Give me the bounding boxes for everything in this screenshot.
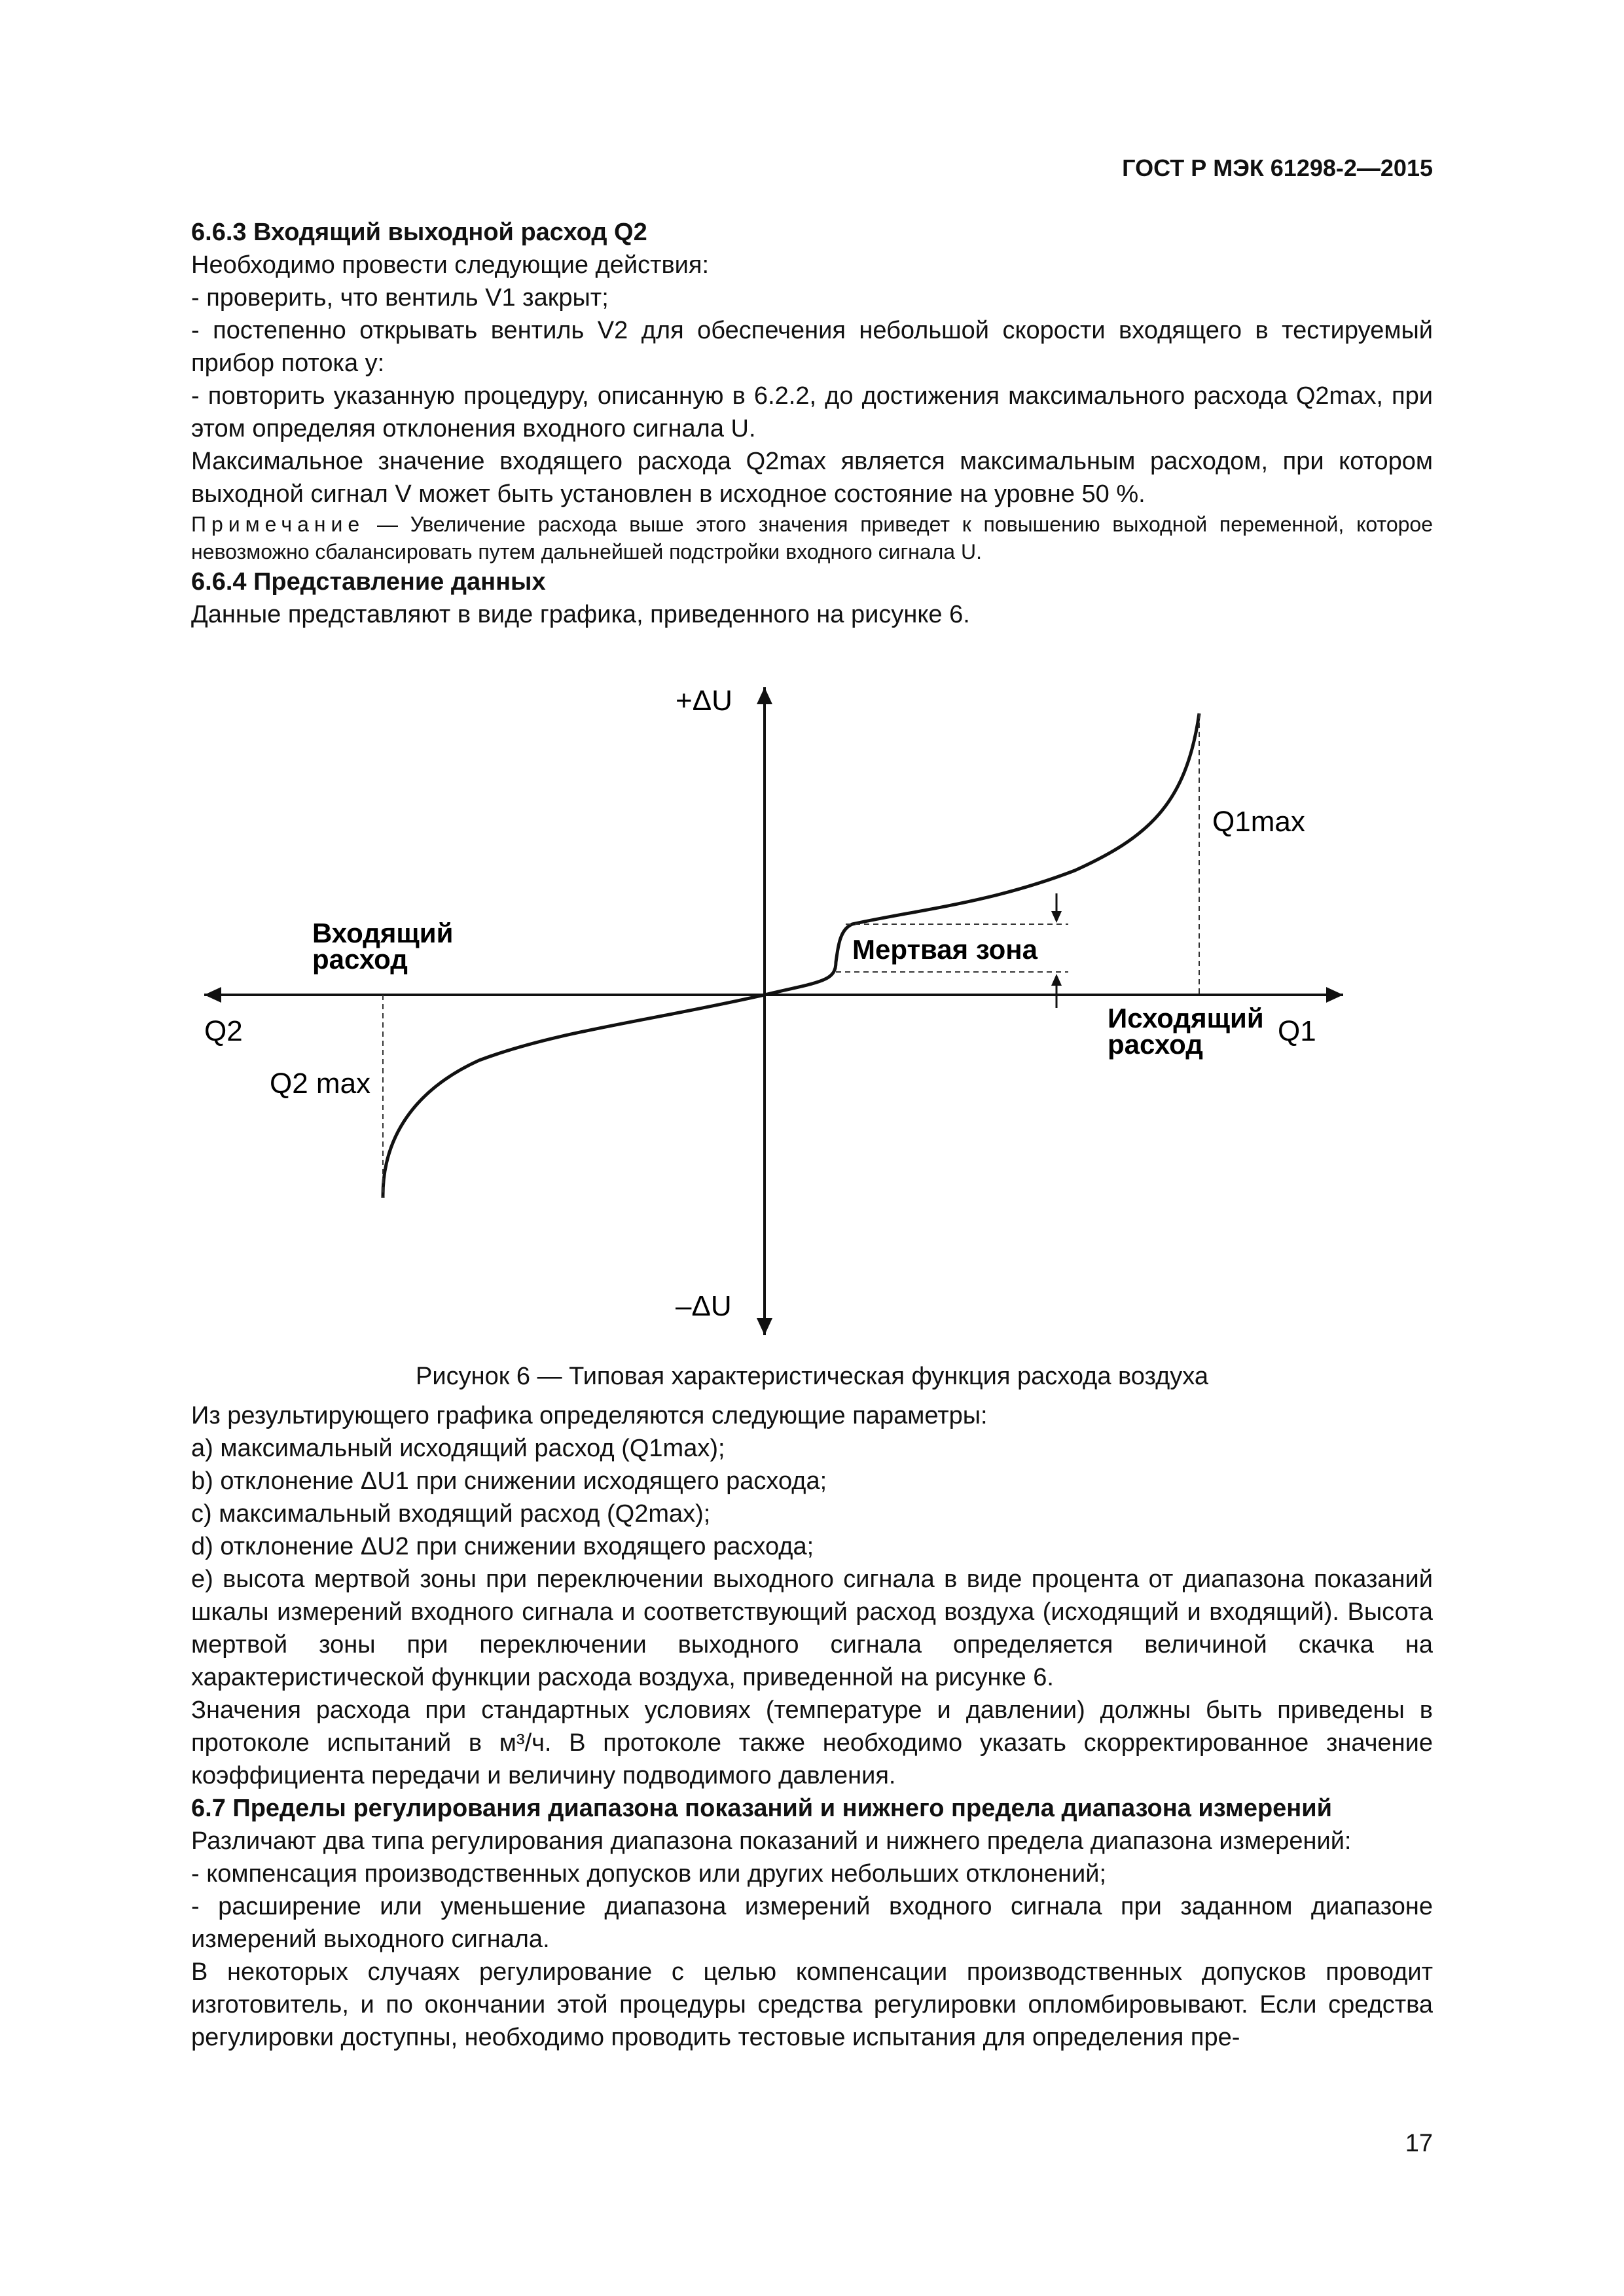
document-header: ГОСТ Р МЭК 61298-2—2015 xyxy=(1122,154,1433,181)
section-663-note xyxy=(191,511,1433,565)
parameter-item: e) высота мертвой зоны при переключении выходного сигнала в виде процента от диапазона показаний шкалы измерений входного сигнала и соответствующий расход воздуха (исходящий и входящий). Высота мертвой зоны при переключении выходного сигнала определяется величиной скачка на характеристической функции расхода воздуха, приведенной на рисунке 6. xyxy=(191,1566,1433,1691)
label-minus-delta-u: –ΔU xyxy=(676,1290,732,1322)
parameter-item: a) максимальный исходящий расход (Q1max); xyxy=(191,1435,725,1462)
axis-arrow-left xyxy=(204,987,221,1003)
label-outgoing-line2: расход xyxy=(1108,1029,1203,1060)
label-dead-zone: Мертвая зона xyxy=(852,934,1038,965)
section-663-item: - постепенно открывать вентиль V2 для обеспечения небольшой скорости входящего в тестируемый прибор потока y: xyxy=(191,317,1433,377)
label-incoming-line1: Входящий xyxy=(312,918,454,948)
note-label: Примечание xyxy=(191,512,365,536)
parameter-item: c) максимальный входящий расход (Q2max); xyxy=(191,1500,711,1528)
upper-text xyxy=(191,216,1433,631)
section-663-title: 6.6.3 Входящий выходной расход Q2 xyxy=(191,219,647,246)
after-figure-intro: Из результирующего графика определяются следующие параметры: xyxy=(191,1402,988,1429)
section-67-title: 6.7 Пределы регулирования диапазона показаний и нижнего предела диапазона измерений xyxy=(191,1795,1332,1822)
section-663-item: - проверить, что вентиль V1 закрыт; xyxy=(191,284,609,312)
axis-arrow-right xyxy=(1326,987,1343,1003)
figure-6 xyxy=(191,674,1356,1355)
section-67-paragraph: В некоторых случаях регулирование с целью компенсации производственных допусков проводит изготовитель, и по окончании этой процедуры средства регулировки опломбировывают. Если средства регулировки доступны, необходимо проводить тестовые испытания для определения пре- xyxy=(191,1958,1433,2051)
after-figure-paragraph: Значения расхода при стандартных условиях (температуре и давлении) должны быть приведены в протоколе испытаний в м³/ч. В протоколе также необходимо указать скорректированное значение коэффициента передачи и величину подводимого давления. xyxy=(191,1696,1433,1789)
dead-zone-arrow-top xyxy=(1051,911,1062,923)
flow-characteristic-diagram xyxy=(191,674,1356,1355)
flow-characteristic-curve xyxy=(383,713,1199,1198)
section-663-paragraph: Максимальное значение входящего расхода Q2max является максимальным расходом, при котором выходной сигнал V может быть установлен в исходное состояние на уровне 50 %. xyxy=(191,448,1433,508)
section-663-item: - повторить указанную процедуру, описанную в 6.2.2, до достижения максимального расхода Q2max, при этом определяя отклонения входного сигнала U. xyxy=(191,382,1433,442)
page-number: 17 xyxy=(1405,2130,1433,2157)
label-q2: Q2 xyxy=(204,1015,243,1047)
section-67-intro: Различают два типа регулирования диапазона показаний и нижнего предела диапазона измерений: xyxy=(191,1827,1352,1855)
parameter-item: d) отклонение ΔU2 при снижении входящего расхода; xyxy=(191,1533,814,1560)
section-67-item: - компенсация производственных допусков или других небольших отклонений; xyxy=(191,1860,1107,1888)
label-incoming-line2: расход xyxy=(312,944,408,975)
label-plus-delta-u: +ΔU xyxy=(676,685,732,717)
parameter-item: b) отклонение ΔU1 при снижении исходящего расхода; xyxy=(191,1467,827,1495)
label-q1: Q1 xyxy=(1278,1015,1316,1047)
section-67-item: - расширение или уменьшение диапазона измерений входного сигнала при заданном диапазоне измерений выходного сигнала. xyxy=(191,1893,1433,1953)
section-664-intro: Данные представляют в виде графика, приведенного на рисунке 6. xyxy=(191,601,970,628)
label-q2max: Q2 max xyxy=(270,1067,371,1100)
label-outgoing-line1: Исходящий xyxy=(1108,1003,1264,1033)
note-text: — Увеличение расхода выше этого значения приведет к повышению выходной переменной, которое невозможно сбалансировать путем дальнейшей подстройки входного сигнала U. xyxy=(191,512,1433,564)
section-663-intro: Необходимо провести следующие действия: xyxy=(191,251,710,279)
figure-caption: Рисунок 6 — Типовая характеристическая функция расхода воздуха xyxy=(416,1363,1208,1390)
dead-zone-arrow-bottom xyxy=(1051,974,1062,986)
axis-arrow-up xyxy=(757,687,772,704)
section-664-title: 6.6.4 Представление данных xyxy=(191,568,546,596)
lower-text xyxy=(191,1399,1433,2054)
label-q1max: Q1max xyxy=(1212,806,1305,838)
axis-arrow-down xyxy=(757,1318,772,1335)
